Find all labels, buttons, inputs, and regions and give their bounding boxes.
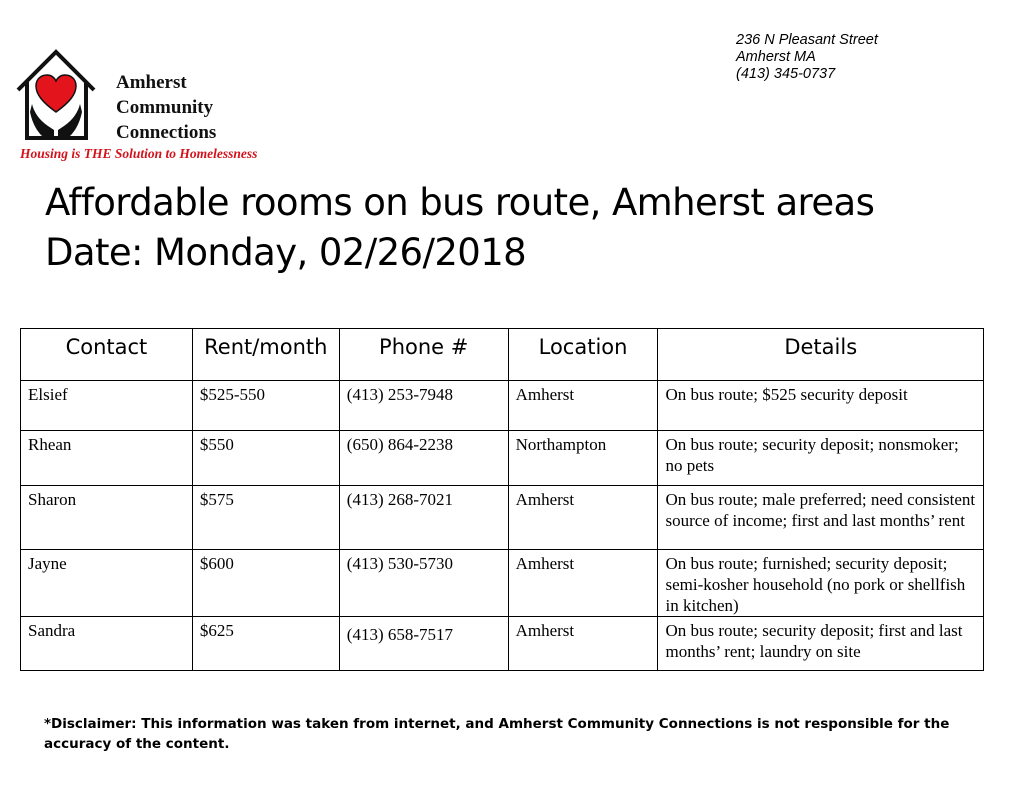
cell-location: Amherst: [508, 486, 658, 550]
table-row: [21, 431, 984, 486]
cell-rent: $625: [192, 617, 339, 671]
cell-details: On bus route; $525 security deposit: [658, 381, 984, 431]
cell-phone: (650) 864-2238: [339, 431, 508, 486]
cell-details: On bus route; security deposit; first and last months’ rent; laundry on site: [658, 617, 984, 671]
address-city: Amherst MA: [736, 49, 816, 65]
cell-contact: Jayne: [21, 550, 193, 617]
column-header-contact: Contact: [21, 329, 193, 381]
column-header-location: Location: [508, 329, 658, 381]
table-row: [21, 381, 984, 431]
table-row: [21, 617, 984, 671]
page-title-line1: Affordable rooms on bus route, Amherst areas: [45, 181, 875, 224]
organization-name-line2: Community: [116, 97, 214, 118]
organization-logo: [12, 46, 287, 164]
column-header-rent: Rent/month: [192, 329, 339, 381]
organization-address: [736, 32, 878, 83]
listings-table: [20, 328, 984, 671]
address-phone: (413) 345-0737: [736, 66, 836, 82]
table-row: [21, 550, 984, 617]
cell-phone: (413) 530-5730: [339, 550, 508, 617]
cell-rent: $575: [192, 486, 339, 550]
cell-location: Amherst: [508, 381, 658, 431]
column-header-phone: Phone #: [339, 329, 508, 381]
column-header-details: Details: [658, 329, 984, 381]
cell-location: Amherst: [508, 550, 658, 617]
cell-contact: Elsief: [21, 381, 193, 431]
cell-contact: Sharon: [21, 486, 193, 550]
page-title-date: Date: Monday, 02/26/2018: [45, 231, 527, 274]
cell-location: Northampton: [508, 431, 658, 486]
table-header-row: [21, 329, 984, 381]
cell-location: Amherst: [508, 617, 658, 671]
organization-name: [116, 70, 216, 145]
cell-phone: (413) 253-7948: [339, 381, 508, 431]
cell-rent: $600: [192, 550, 339, 617]
organization-name-line3: Connections: [116, 122, 217, 143]
page-title: [45, 178, 874, 278]
address-street: 236 N Pleasant Street: [736, 32, 878, 48]
cell-rent: $525-550: [192, 381, 339, 431]
cell-phone: (413) 658-7517: [339, 617, 508, 671]
cell-details: On bus route; furnished; security deposit; semi-kosher household (no pork or shellfish in kitchen): [658, 550, 984, 617]
cell-phone: (413) 268-7021: [339, 486, 508, 550]
cell-contact: Rhean: [21, 431, 193, 486]
house-heart-hands-icon: [12, 46, 112, 144]
table-row: [21, 486, 984, 550]
cell-details: On bus route; male preferred; need consistent source of income; first and last months’ rent: [658, 486, 984, 550]
disclaimer: *Disclaimer: This information was taken from internet, and Amherst Community Connections is not responsible for the accuracy of the content.: [44, 716, 950, 752]
cell-contact: Sandra: [21, 617, 193, 671]
organization-name-line1: Amherst: [116, 72, 187, 93]
organization-tagline: Housing is THE Solution to Homelessness: [20, 146, 258, 161]
cell-details: On bus route; security deposit; nonsmoker; no pets: [658, 431, 984, 486]
cell-rent: $550: [192, 431, 339, 486]
